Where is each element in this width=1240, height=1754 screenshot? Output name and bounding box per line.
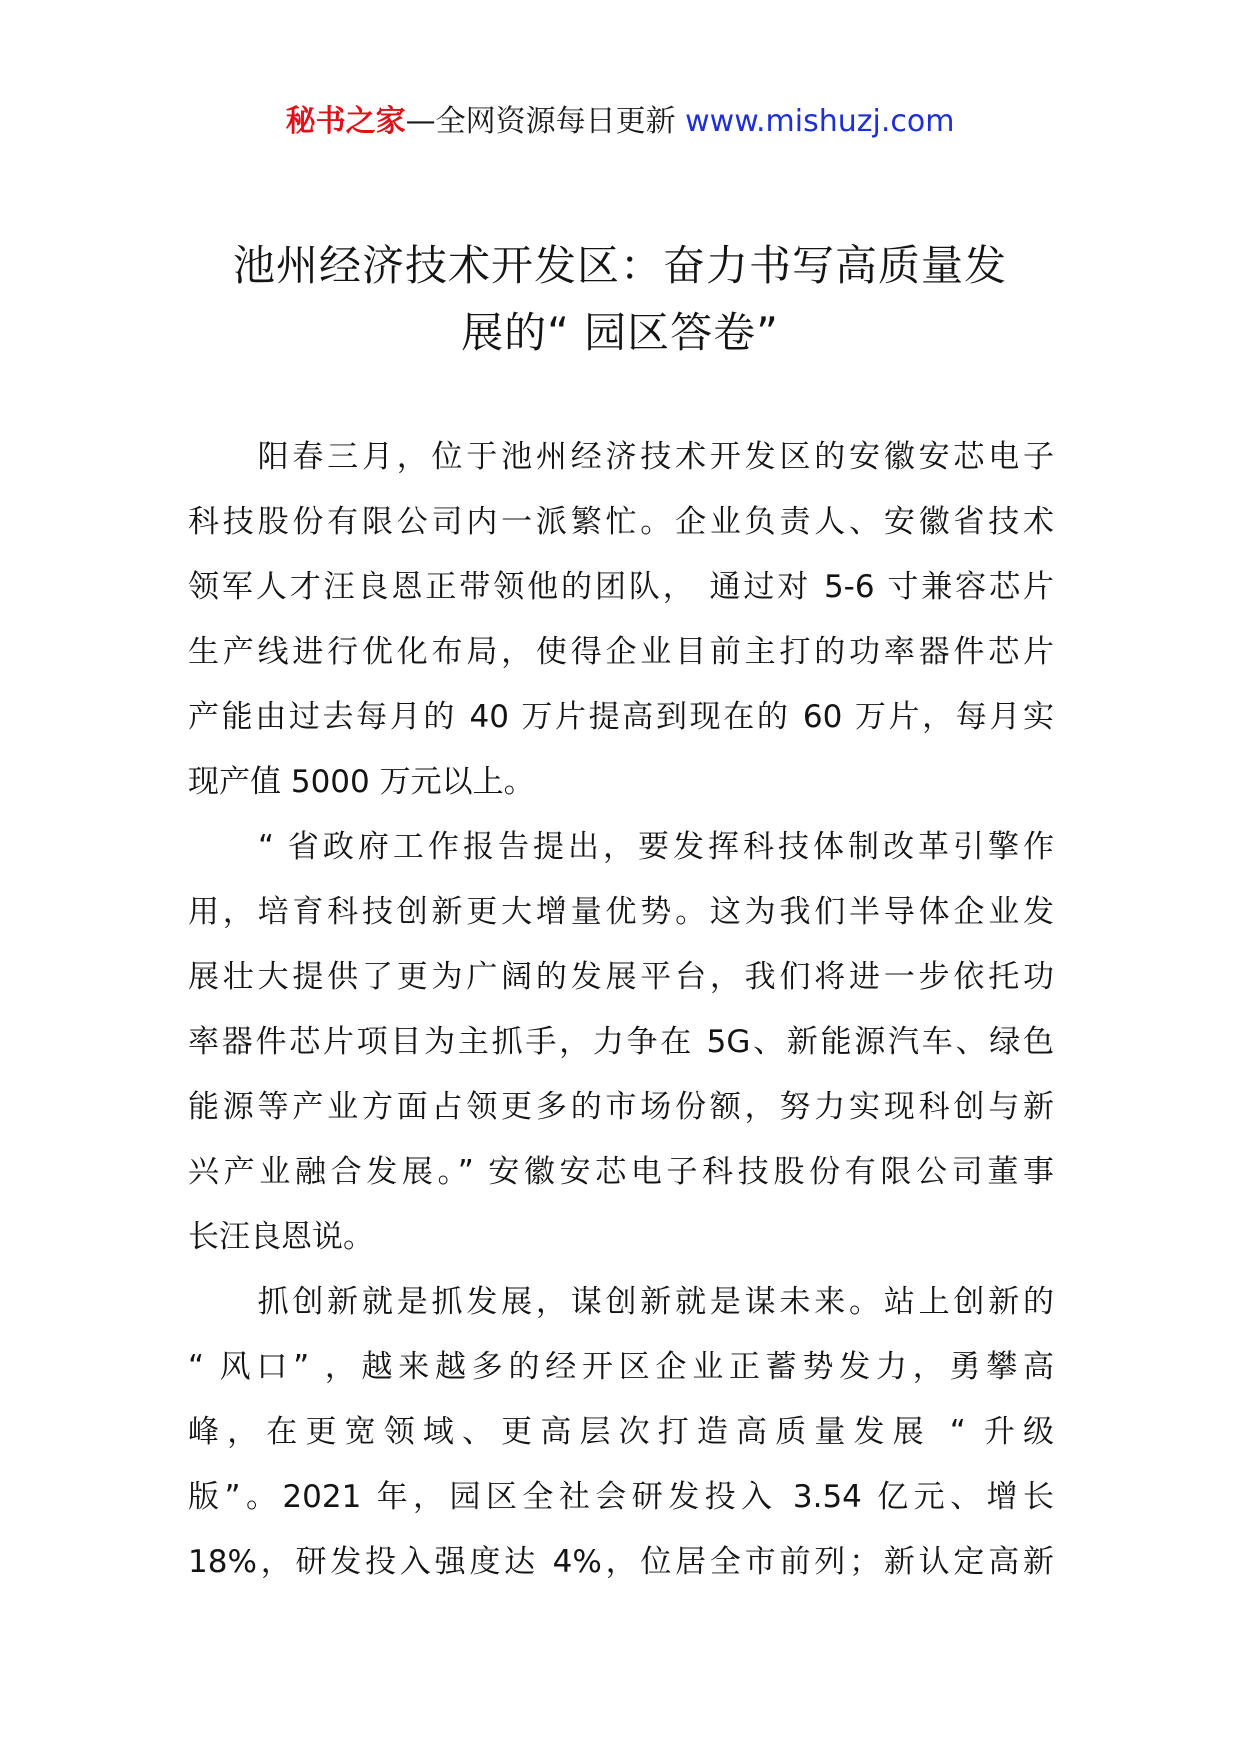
paragraph-line: 长汪良恩说。 [188,1219,374,1255]
article-paragraph [188,815,1054,1270]
paragraph-line: 18%，研发投入强度达 4%，位居全市前列；新认定高新 [188,1544,1054,1580]
paragraph-line: 现产值 5000 万元以上。 [188,764,535,800]
paragraph-line: “ 省政府工作报告提出，要发挥科技体制改革引擎作 [188,829,1054,865]
paragraph-line: 兴产业融合发展。” 安徽安芯电子科技股份有限公司董事 [188,1154,1054,1190]
paragraph-line: 阳春三月，位于池州经济技术开发区的安徽安芯电子 [188,439,1054,475]
paragraph-line: 版”。2021 年，园区全社会研发投入 3.54 亿元、增长 [188,1479,1054,1515]
article-title-line: 池州经济技术开发区：奋力书写高质量发 [232,241,1007,290]
article-title-line: 展的“ 园区答卷” [461,308,779,357]
paragraph-line: 产能由过去每月的 40 万片提高到现在的 60 万片，每月实 [188,699,1054,735]
paragraph-line: 生产线进行优化布局，使得企业目前主打的功率器件芯片 [188,634,1054,670]
paragraph-line: 展壮大提供了更为广阔的发展平台，我们将进一步依托功 [188,959,1054,995]
paragraph-line: 领军人才汪良恩正带领他的团队， 通过对 5-6 寸兼容芯片 [188,569,1054,605]
paragraph-line: “ 风口” ，越来越多的经开区企业正蓄势发力，勇攀高 [188,1349,1054,1385]
paragraph-line: 峰，在更宽领域、更高层次打造高质量发展 “ 升级 [188,1414,1054,1450]
article-body [188,425,1054,1595]
paragraph-line: 用，培育科技创新更大增量优势。这为我们半导体企业发 [188,894,1054,930]
site-url-link[interactable]: www.mishuzj.com [685,104,955,139]
paragraph-line: 能源等产业方面占领更多的市场份额，努力实现科创与新 [188,1089,1054,1125]
article-paragraph [188,425,1054,815]
site-brand: 秘书之家 [285,104,406,139]
article-paragraph [188,1270,1054,1595]
site-tagline: —全网资源每日更新 [405,104,676,139]
article-title [190,232,1050,366]
paragraph-line: 科技股份有限公司内一派繁忙。企业负责人、安徽省技术 [188,504,1054,540]
site-header [0,102,1240,142]
paragraph-line: 率器件芯片项目为主抓手，力争在 5G、新能源汽车、绿色 [188,1024,1054,1060]
paragraph-line: 抓创新就是抓发展，谋创新就是谋未来。站上创新的 [188,1284,1054,1320]
